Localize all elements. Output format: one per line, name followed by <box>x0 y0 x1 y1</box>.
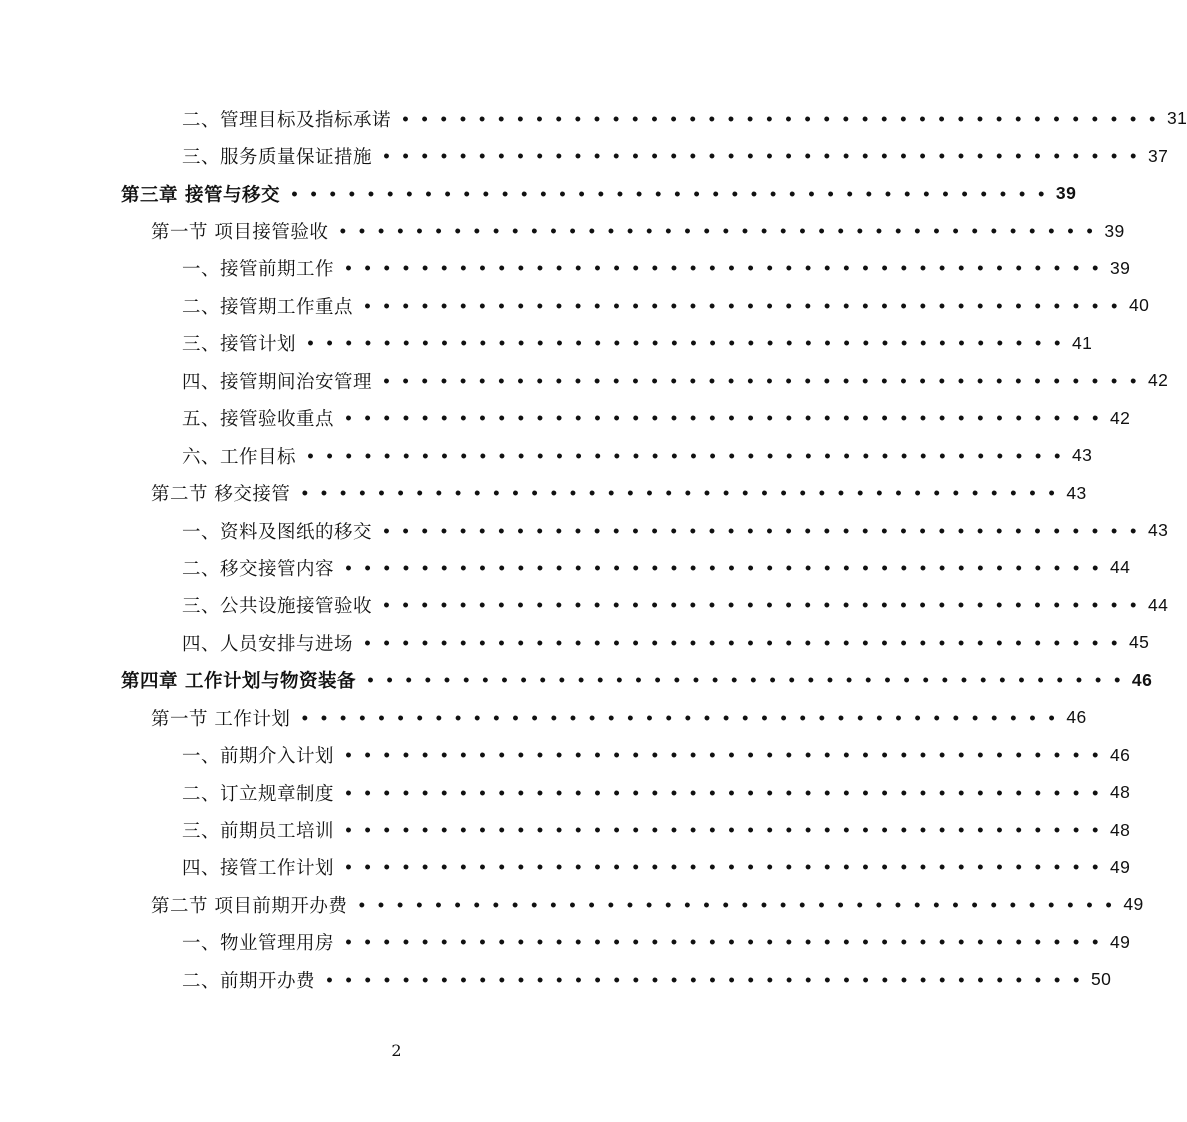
dot-leader: •••••••••••••••••••••••••••••••••••••••• <box>344 748 1110 765</box>
toc-entry-label: 第一节 项目接管验收 <box>151 222 329 244</box>
toc-entry[interactable] <box>0 811 1131 848</box>
toc-entry-label: 第二节 移交接管 <box>151 484 291 506</box>
dot-leader: •••••••••••••••••••••••••••••••••••••••• <box>306 448 1072 465</box>
dot-leader: •••••••••••••••••••••••••••••••••••••••• <box>363 635 1129 652</box>
toc-entry-page: 42 <box>1109 407 1131 428</box>
dot-leader: •••••••••••••••••••••••••••••••••••••••• <box>357 897 1124 914</box>
toc-entry-page: 31 <box>1166 108 1187 129</box>
toc-entry[interactable] <box>0 587 1169 624</box>
toc-entry[interactable] <box>0 512 1169 549</box>
toc-entry-page: 49 <box>1109 856 1131 877</box>
toc-section[interactable] <box>0 474 1087 511</box>
dot-leader: •••••••••••••••••••••••••••••••••••••••• <box>338 224 1105 241</box>
toc-entry-label: 一、物业管理用房 <box>182 933 335 955</box>
toc-entry-label: 第四章 工作计划与物资装备 <box>121 671 356 693</box>
toc-entry[interactable] <box>0 325 1093 362</box>
toc-entry[interactable] <box>0 400 1131 437</box>
toc-entry-page: 48 <box>1109 819 1131 840</box>
toc-entry-label: 一、前期介入计划 <box>182 746 335 768</box>
toc-entry[interactable] <box>0 849 1131 886</box>
toc-entry-page: 46 <box>1066 707 1087 728</box>
dot-leader: •••••••••••••••••••••••••••••••••••••••• <box>382 598 1148 615</box>
dot-leader: •••••••••••••••••••••••••••••••••••••••• <box>344 823 1110 840</box>
toc-section[interactable] <box>0 212 1125 249</box>
dot-leader: •••••••••••••••••••••••••••••••••••••••• <box>344 560 1110 577</box>
toc-entry-page: 43 <box>1071 445 1093 466</box>
toc-entry-label: 二、管理目标及指标承诺 <box>182 109 392 131</box>
toc-entry-page: 50 <box>1090 969 1112 990</box>
toc-entry-page: 43 <box>1066 482 1087 503</box>
toc-entry[interactable] <box>0 924 1131 961</box>
toc-entry-label: 三、接管计划 <box>182 334 297 356</box>
toc-entry-page: 46 <box>1109 744 1131 765</box>
toc-entry-label: 三、公共设施接管验收 <box>182 596 373 618</box>
dot-leader: •••••••••••••••••••••••••••••••••••••••• <box>365 673 1132 690</box>
toc-entry[interactable] <box>0 961 1112 998</box>
dot-leader: •••••••••••••••••••••••••••••••••••••••• <box>344 785 1110 802</box>
dot-leader: •••••••••••••••••••••••••••••••••••••••• <box>344 411 1110 428</box>
toc-entry-page: 39 <box>1055 183 1077 204</box>
toc-entry-label: 三、前期员工培训 <box>182 821 335 843</box>
toc-section[interactable] <box>0 699 1087 736</box>
dot-leader: •••••••••••••••••••••••••••••••••••••••• <box>300 486 1067 503</box>
toc-entry-page: 46 <box>1131 669 1153 690</box>
toc-entry[interactable] <box>0 287 1150 324</box>
toc-entry-label: 三、服务质量保证措施 <box>182 147 373 169</box>
dot-leader: •••••••••••••••••••••••••••••••••••••••• <box>306 336 1072 353</box>
toc-entry-label: 二、订立规章制度 <box>182 783 335 805</box>
toc-entry-label: 五、接管验收重点 <box>182 409 335 431</box>
toc-entry-label: 四、人员安排与进场 <box>182 633 354 655</box>
dot-leader: •••••••••••••••••••••••••••••••••••••••• <box>344 261 1110 278</box>
dot-leader: •••••••••••••••••••••••••••••••••••••••• <box>382 149 1148 166</box>
toc-entry-label: 二、移交接管内容 <box>182 558 335 580</box>
toc-entry-label: 第一节 工作计划 <box>151 708 291 730</box>
dot-leader: •••••••••••••••••••••••••••••••••••••••• <box>363 298 1129 315</box>
dot-leader: •••••••••••••••••••••••••••••••••••••••• <box>300 710 1067 727</box>
toc-entry-label: 二、接管期工作重点 <box>182 296 354 318</box>
toc-entry-label: 一、接管前期工作 <box>182 259 335 281</box>
dot-leader: •••••••••••••••••••••••••••••••••••••••• <box>289 186 1056 203</box>
toc-entry[interactable] <box>0 137 1169 174</box>
toc-entry[interactable] <box>0 736 1131 773</box>
dot-leader: •••••••••••••••••••••••••••••••••••••••• <box>344 860 1110 877</box>
toc-entry-page: 43 <box>1147 520 1169 541</box>
toc-entry-page: 45 <box>1128 632 1150 653</box>
toc-entry-label: 一、资料及图纸的移交 <box>182 521 373 543</box>
toc-entry-label: 二、前期开办费 <box>182 970 316 992</box>
toc-entry-label: 第三章 接管与移交 <box>121 184 280 206</box>
toc-entry-page: 48 <box>1109 782 1131 803</box>
page-number: 2 <box>391 1041 402 1060</box>
toc-chapter[interactable] <box>0 175 1077 212</box>
toc-entry[interactable] <box>0 774 1131 811</box>
toc-entry-page: 44 <box>1147 594 1169 615</box>
toc-entry-label: 四、接管工作计划 <box>182 858 335 880</box>
toc-entry[interactable] <box>0 362 1169 399</box>
toc-entry-page: 41 <box>1071 332 1093 353</box>
dot-leader: •••••••••••••••••••••••••••••••••••••••• <box>325 972 1091 989</box>
toc-entry-label: 四、接管期间治安管理 <box>182 371 373 393</box>
toc-entry[interactable] <box>0 100 1187 137</box>
toc-section[interactable] <box>0 886 1144 923</box>
dot-leader: •••••••••••••••••••••••••••••••••••••••• <box>401 111 1167 128</box>
toc-entry-label: 第二节 项目前期开办费 <box>151 895 348 917</box>
dot-leader: •••••••••••••••••••••••••••••••••••••••• <box>344 935 1110 952</box>
toc-entry-page: 37 <box>1147 145 1169 166</box>
toc-entry-page: 49 <box>1109 931 1131 952</box>
dot-leader: •••••••••••••••••••••••••••••••••••••••• <box>382 373 1148 390</box>
toc-entry[interactable] <box>0 624 1150 661</box>
toc-entry-page: 39 <box>1109 257 1131 278</box>
toc-entry-page: 40 <box>1128 295 1150 316</box>
toc-entry-page: 49 <box>1123 894 1144 915</box>
toc-entry-label: 六、工作目标 <box>182 446 297 468</box>
toc-entry-page: 42 <box>1147 370 1169 391</box>
toc-entry[interactable] <box>0 437 1093 474</box>
toc-entry[interactable] <box>0 549 1131 586</box>
toc-entry-page: 44 <box>1109 557 1131 578</box>
dot-leader: •••••••••••••••••••••••••••••••••••••••• <box>382 523 1148 540</box>
toc-entry[interactable] <box>0 250 1131 287</box>
toc-chapter[interactable] <box>0 662 1153 699</box>
toc-entry-page: 39 <box>1104 220 1125 241</box>
table-of-contents <box>0 100 1187 999</box>
